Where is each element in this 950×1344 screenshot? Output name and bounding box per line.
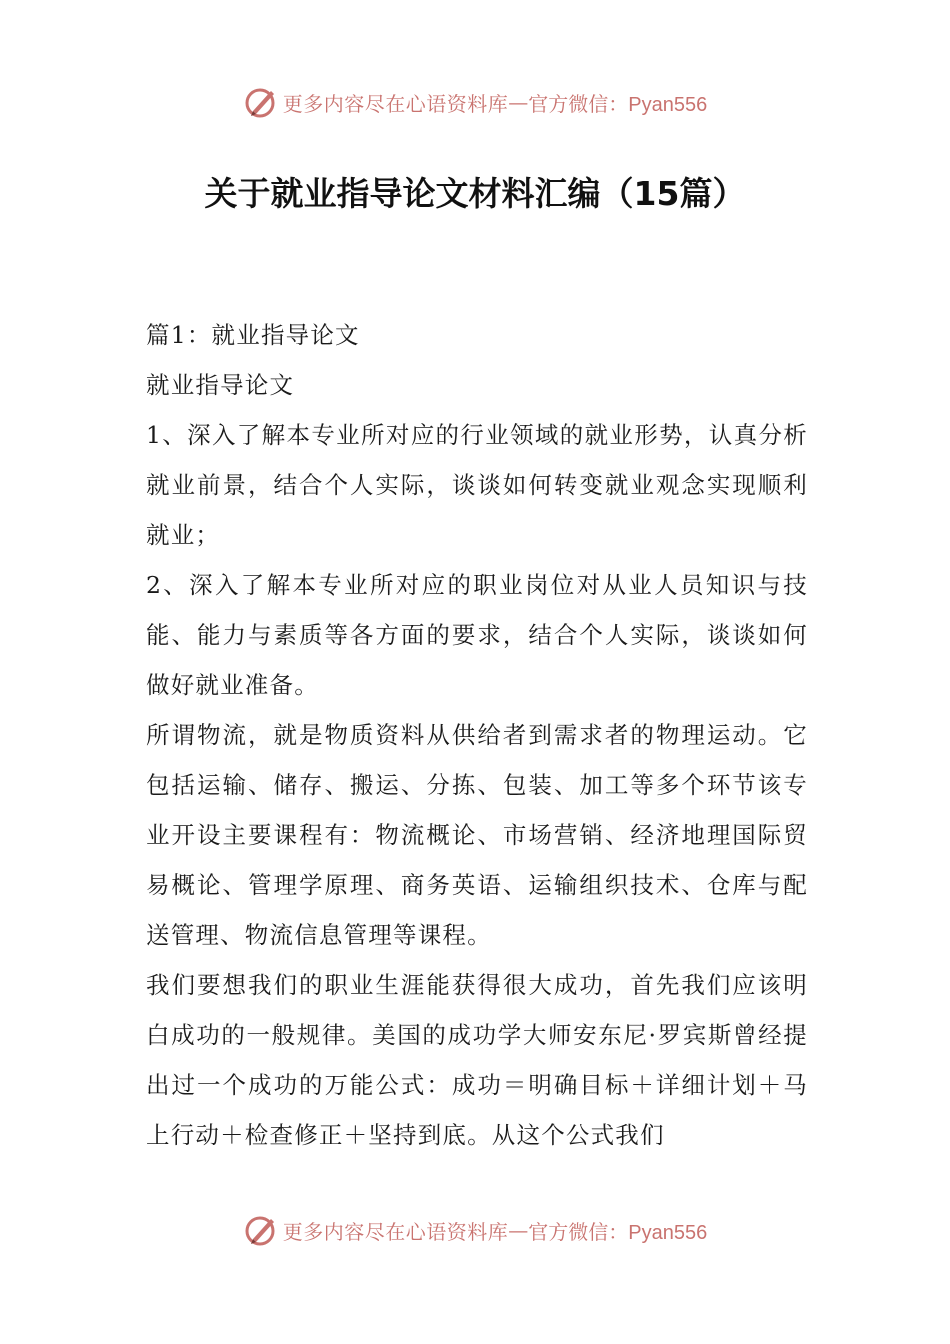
watermark-separator: — [508,1218,529,1242]
section-heading: 篇1：就业指导论文 [146,321,360,349]
paragraph: 2、深入了解本专业所对应的职业岗位对从业人员知识与技能、能力与素质等各方面的要求，结合个人实际，谈谈如何做好就业准备。 [146,571,808,699]
watermark-brand: 更多内容尽在心语资料库 [282,1219,509,1244]
watermark-separator: — [508,90,529,114]
document-title: 关于就业指导论文材料汇编（15篇） [204,174,746,213]
watermark-wechat: 官方微信：Pyan556 [528,1221,708,1244]
paragraph: 所谓物流，就是物质资料从供给者到需求者的物理运动。它包括运输、储存、搬运、分拣、包装、加工等多个环节该专业开设主要课程有：物流概论、市场营销、经济地理国际贸易概论、管理学原理、商务英语、运输组织技术、仓库与配送管理、物流信息管理等课程。 [146,721,808,949]
header-watermark [0,82,950,122]
pen-logo-icon [243,84,279,120]
watermark-brand: 更多内容尽在心语资料库 [282,91,509,116]
pen-logo-icon [243,1212,279,1248]
document-body [146,310,808,1160]
paragraph: 我们要想我们的职业生涯能获得很大成功，首先我们应该明白成功的一般规律。美国的成功学大师安东尼·罗宾斯曾经提出过一个成功的万能公式：成功＝明确目标＋详细计划＋马上行动＋检查修正＋坚持到底。从这个公式我们 [146,971,808,1149]
footer-watermark [0,1210,950,1250]
watermark-wechat: 官方微信：Pyan556 [528,93,708,116]
paragraph: 1、深入了解本专业所对应的行业领域的就业形势，认真分析就业前景，结合个人实际，谈谈如何转变就业观念实现顺利就业； [146,421,808,549]
subheading: 就业指导论文 [146,371,295,399]
